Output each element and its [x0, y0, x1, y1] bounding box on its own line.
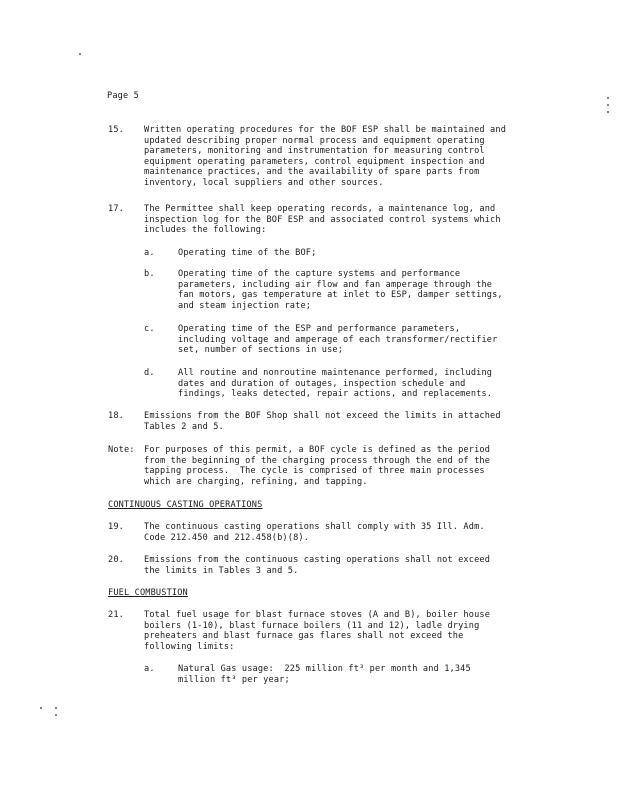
text-line: maintenance practices, and the availability of spare parts from [144, 167, 480, 178]
text-line: Emissions from the BOF Shop shall not exceed the limits in attached [144, 411, 501, 421]
text-line: Operating time of the BOF; [178, 248, 317, 258]
condition-21-text [144, 610, 490, 652]
text-line: tapping process. The cycle is comprised of three main processes [144, 466, 485, 477]
subitem-b-text [178, 269, 503, 311]
text-line: dates and duration of outages, inspection schedule and [178, 378, 466, 389]
text-line: Tables 2 and 5. [144, 421, 224, 432]
section-heading: FUEL COMBUSTION [108, 588, 188, 598]
text-line: from the beginning of the charging process through the end of the [144, 455, 491, 466]
condition-18-text [144, 411, 501, 432]
text-line: updated describing proper normal process and equipment operating [144, 135, 485, 146]
condition-20-text [144, 555, 490, 576]
text-line: inventory, local suppliers and other sources. [144, 177, 384, 188]
text-line: fan motors, gas temperature at inlet to ESP, damper settings, [178, 290, 503, 301]
condition-number: 20. [108, 555, 124, 565]
text-line: Operating time of the capture systems and performance [178, 269, 461, 279]
text-line: Natural Gas usage: 225 million ft³ per month and 1,345 [178, 664, 471, 674]
text-line: The Permittee shall keep operating records, a maintenance log, and [144, 204, 496, 214]
text-line: findings, leaks detected, repair actions, and replacements. [178, 389, 493, 400]
text-line: The continuous casting operations shall comply with 35 Ill. Adm. [144, 522, 485, 532]
subitem-a-text [178, 248, 316, 259]
text-line: the limits in Tables 3 and 5. [144, 565, 299, 576]
condition-19-text [144, 522, 485, 543]
scan-speck [79, 53, 81, 55]
section-heading: CONTINUOUS CASTING OPERATIONS [108, 500, 263, 510]
text-line: includes the following: [144, 225, 267, 236]
text-line: Written operating procedures for the BOF ESP shall be maintained and [144, 125, 507, 135]
text-line: Code 212.450 and 212.458(b)(8). [144, 532, 310, 543]
scan-speck [40, 707, 42, 709]
text-line: million ft³ per year; [178, 674, 290, 685]
scan-speck [55, 707, 57, 709]
condition-number: 17. [108, 204, 124, 214]
text-line: boilers (1-10), blast furnace boilers (11 and 12), ladle drying [144, 620, 480, 631]
condition-15-text [144, 125, 506, 189]
text-line: which are charging, refining, and tapping. [144, 476, 368, 487]
scan-speck [607, 97, 609, 99]
text-line: Operating time of the ESP and performance parameters, [178, 324, 461, 334]
scan-speck [607, 104, 609, 106]
text-line: Emissions from the continuous casting operations shall not exceed [144, 555, 491, 565]
page-number: Page 5 [107, 91, 139, 101]
scan-speck [55, 714, 57, 716]
subitem-a-text [178, 664, 471, 685]
text-line: parameters, including air flow and fan amperage through the [178, 279, 493, 290]
subitem-letter: c. [144, 324, 155, 334]
text-line: For purposes of this permit, a BOF cycle is defined as the period [144, 445, 491, 455]
subitem-letter: a. [144, 664, 155, 674]
condition-number: 19. [108, 522, 124, 532]
subitem-d-text [178, 368, 492, 400]
subitem-c-text [178, 324, 497, 356]
text-line: Total fuel usage for blast furnace stoves (A and B), boiler house [144, 610, 491, 620]
subitem-letter: b. [144, 269, 155, 279]
text-line: parameters, monitoring and instrumentation for measuring control [144, 146, 485, 157]
condition-number: 18. [108, 411, 124, 421]
text-line: inspection log for the BOF ESP and associated control systems which [144, 214, 501, 225]
condition-17-text [144, 204, 501, 236]
text-line: set, number of sections in use; [178, 345, 344, 356]
text-line: including voltage and amperage of each transformer/rectifier [178, 334, 498, 345]
condition-number: 15. [108, 125, 124, 135]
text-line: following limits: [144, 641, 235, 652]
subitem-letter: a. [144, 248, 155, 258]
scan-speck [607, 111, 609, 113]
subitem-letter: d. [144, 368, 155, 378]
note-text [144, 445, 490, 487]
condition-number: 21. [108, 610, 124, 620]
text-line: and steam injection rate; [178, 300, 312, 311]
text-line: preheaters and blast furnace gas flares shall not exceed the [144, 631, 464, 642]
note-label: Note: [108, 445, 135, 455]
text-line: equipment operating parameters, control equipment inspection and [144, 156, 485, 167]
text-line: All routine and nonroutine maintenance performed, including [178, 368, 493, 378]
